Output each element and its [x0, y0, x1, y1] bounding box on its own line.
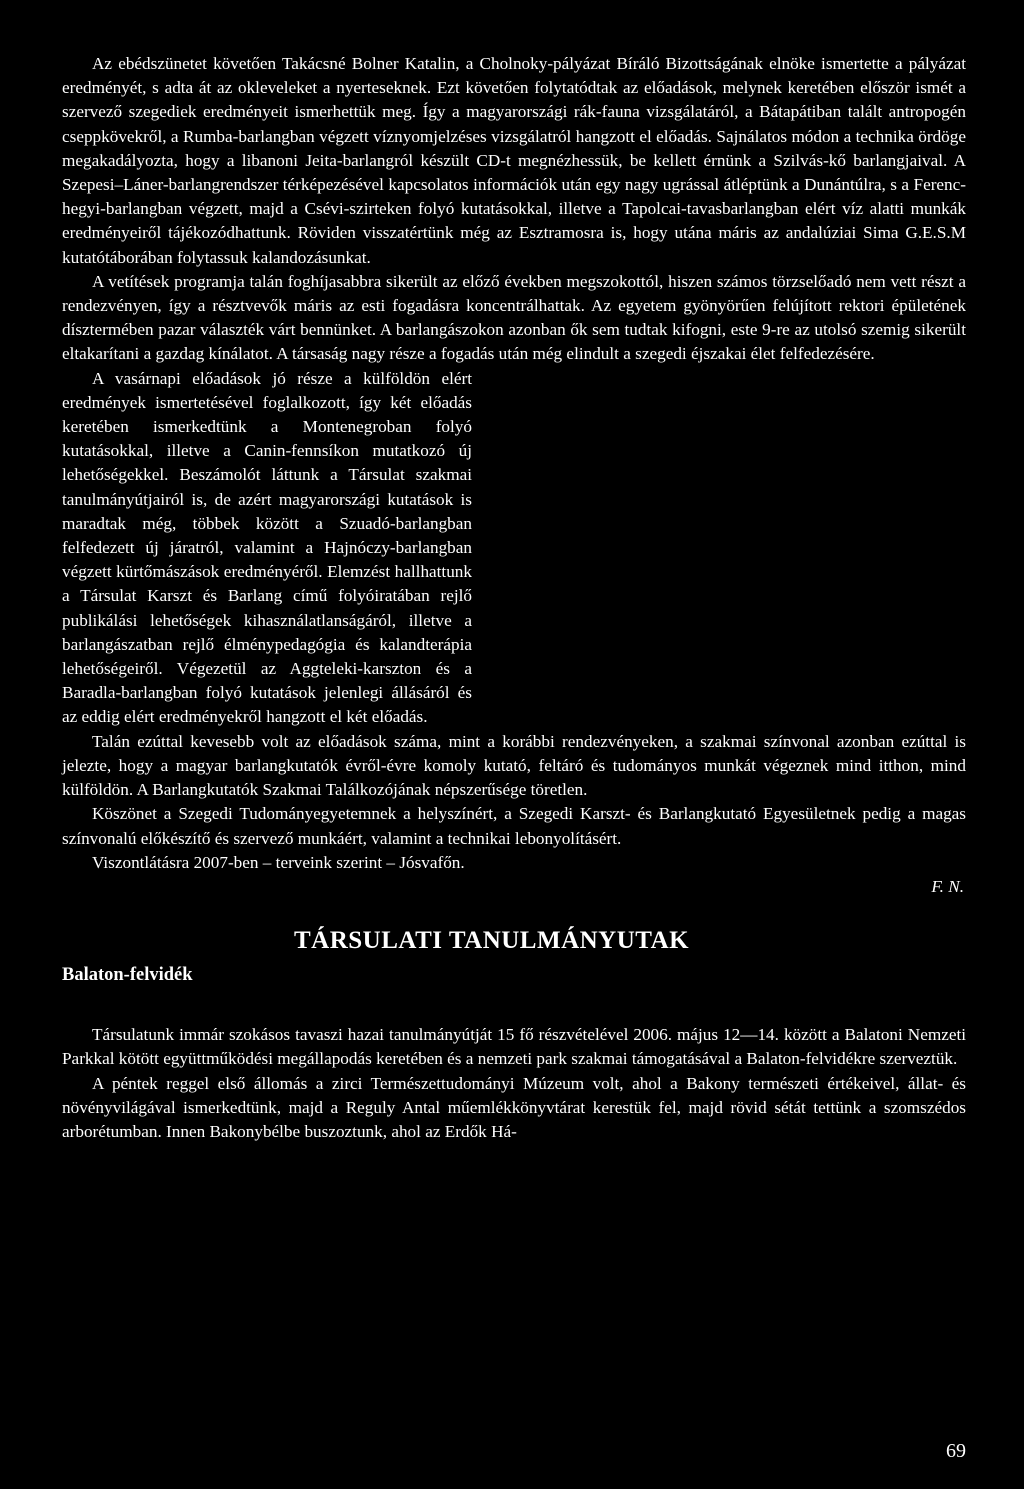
wrapped-block — [62, 367, 966, 730]
document-page — [62, 52, 966, 1144]
paragraph-sunday-lectures: A vasárnapi előadások jó része a külföldön elért eredmények ismertetésével foglalkozott, így két előadás keretében ismerkedtünk a Montenegroban folyó kutatásokkal, illetve a Canin-fennsíkon mutatkozó új lehetőségekkel. Beszámolót láttunk a Társulat szakmai tanulmányútjairól is, de azért magyarországi kutatások is maradtak még, többek között a Szuadó-barlangban felfedezett új járatról, valamint a Hajnóczy-barlangban végzett kürtőmászások eredményéről. Elemzést hallhattunk a Társulat Karszt és Barlang című folyóiratában rejlő publikálási lehetőségek kihasználatlanságáról, illetve a barlangászatban rejlő élménypedagógia és kalandterápia lehetőségeiről. Végezetül az Aggteleki-karszton és a Baradla-barlangban folyó kutatások jelenlegi állásáról és az eddig elért eredményekről hangzott el két előadás. — [62, 368, 472, 727]
page-number: 69 — [946, 1440, 966, 1462]
photo-area — [490, 369, 966, 707]
section-header — [62, 927, 966, 1023]
paragraph-summary: Talán ezúttal kevesebb volt az előadások száma, mint a korábbi rendezvényeken, a szakmai színvonal azonban ezúttal is jelezte, hogy a magyar barlangkutatók évről-évre komoly kutató, feltáró és tudományos munkát végeznek mind itthon, mind külföldön. A Barlangkutatók Szakmai Találkozójának népszerűsége töretlen. — [62, 731, 966, 800]
paragraph-lectures: Az ebédszünetet követően Takácsné Bolner Katalin, a Cholnoky-pályázat Bíráló Bizottságának elnöke ismertette a pályázat eredményét, s adta át az okleveleket a nyerteseknek. Ezt követően folytatódtak az előadások, melynek keretében először ismét a szervező szegediek eredményeit ismerhettük meg. Így a magyarországi rák-fauna vizsgálatáról, a Bátapátiban talált antropogén cseppkövekről, a Rumba-barlangban végzett víznyomjelzéses vizsgálatról hangzott el előadás. Sajnálatos módon a technika ördöge megakadályozta, hogy a libanoni Jeita-barlangról készült CD-t megnézhessük, be kellett érnünk a Szilvás-kő barlangjaival. A Szepesi–Láner-barlangrendszer térképezésével kapcsolatos információk után egy nagy ugrással átléptünk a Dunántúlra, s a Ferenc-hegyi-barlangban végzett, majd a Csévi-szirteken folyó kutatásokkal, illetve a Tapolcai-tavasbarlangban elért víz alatti munkák eredményeiről tájékozódhattunk. Röviden visszatértünk még az Esztramosra is, hogy utána máris az andalúziai Sima G.E.S.M kutatótáborában folytassuk kalandozásunkat. — [62, 54, 966, 267]
paragraph-thanks: Köszönet a Szegedi Tudományegyetemnek a helyszínért, a Szegedi Karszt- és Barlangkutató Egyesületnek pedig a magas színvonalú előkészítő és szervező munkáért, valamint a technikai lebonyolításért. — [62, 804, 966, 848]
paragraph-friday: A péntek reggel első állomás a zirci Természettudományi Múzeum volt, ahol a Bakony természeti értékeivel, állat- és növényvilágával ismerkedtünk, majd a Reguly Antal műemlékkönyvtárat kerestük fel, majd rövid sétát tettünk a szomszédos arborétumban. Innen Bakonybélbe buszoztunk, ahol az Erdők Há- — [62, 1073, 966, 1141]
paragraph-study-trip: Társulatunk immár szokásos tavaszi hazai tanulmányútját 15 fő részvételével 2006. május 12—14. között a Balatoni Nemzeti Parkkal kötött együttműködési megállapodás keretében és a nemzeti park szakmai támogatásával a Balaton-felvidékre szerveztük. — [62, 1025, 966, 1069]
section-title: TÁRSULATI TANULMÁNYUTAK — [294, 927, 690, 955]
author-signature: F. N. — [931, 876, 964, 896]
subsection-title: Balaton-felvidék — [62, 965, 193, 986]
paragraph-farewell: Viszontlátásra 2007-ben – terveink szerint – Jósvafőn. — [92, 852, 465, 872]
paragraph-reception: A vetítések programja talán foghíjasabbra sikerült az előző években megszokottól, hiszen számos törzselőadó nem vett részt a rendezvényen, így a résztvevők máris az esti fogadásra koncentrálhattak. Az egyetem gyönyörűen felújított rektori épületének dísztermében pazar választék várt bennünket. A barlangászokon azonban ők sem tudtak kifogni, este 9-re az utolsó szemig sikerült eltakarítani a gazdag kínálatot. A társaság nagy része a fogadás után még elindult a szegedi éjszakai élet felfedezésére. — [62, 271, 966, 364]
